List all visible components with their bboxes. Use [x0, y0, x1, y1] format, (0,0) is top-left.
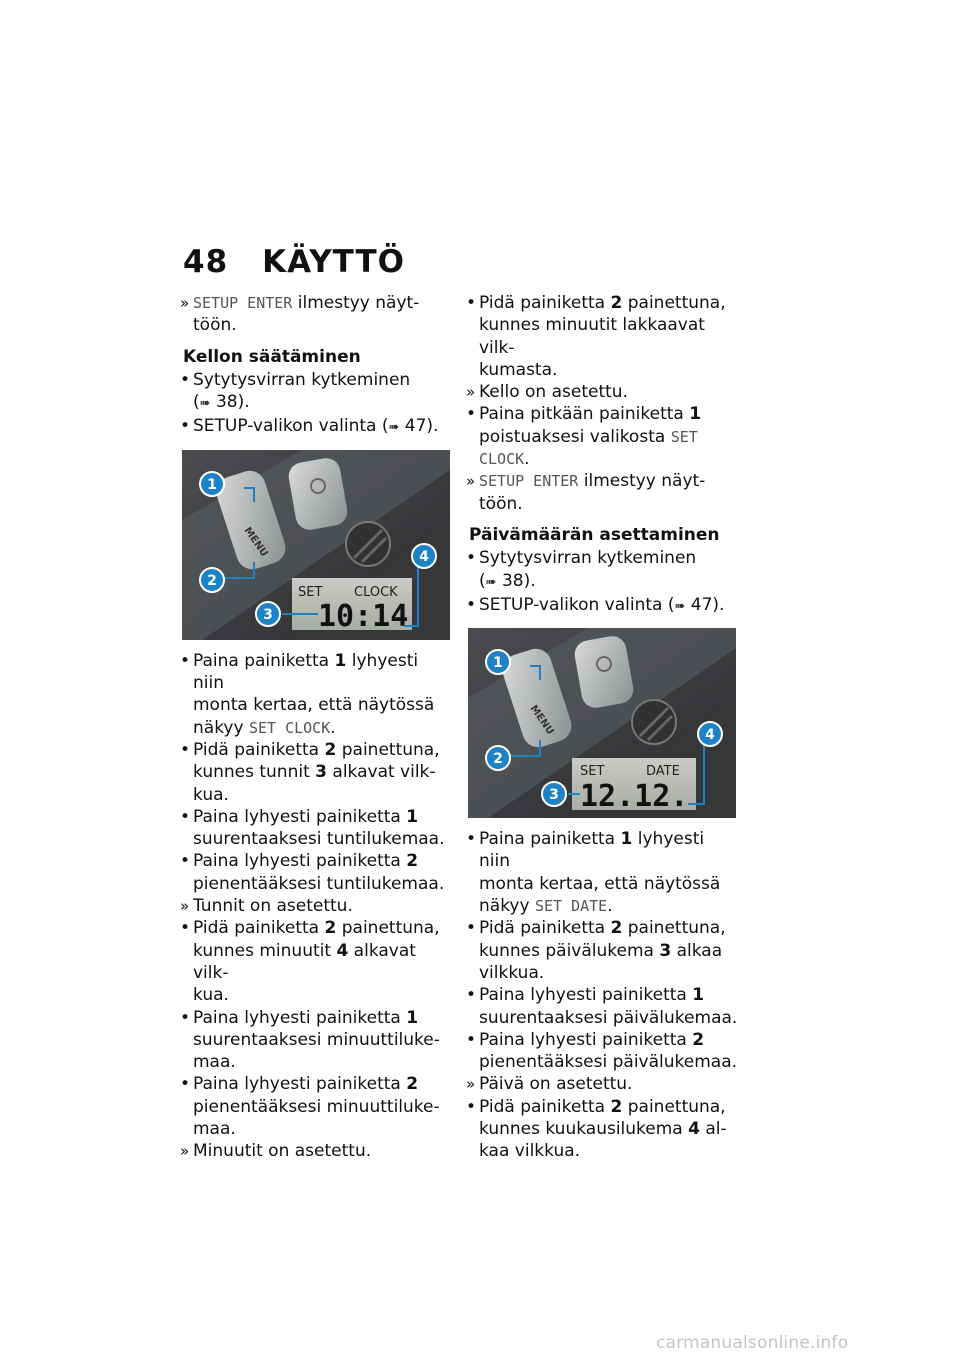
- lcd-mode-label: CLOCK: [354, 584, 398, 600]
- page-reference-arrow-icon: ➠: [485, 574, 497, 590]
- page-header: [183, 244, 405, 280]
- bullet-icon: •: [466, 985, 477, 1006]
- svg-text:4: 4: [419, 548, 429, 565]
- step-item: • Pidä painiketta 2 painettuna, kunnes tunnit 3 alkavat vilk- kua.: [180, 739, 440, 805]
- svg-text:3: 3: [263, 606, 273, 623]
- bullet-icon: •: [180, 650, 191, 671]
- page-reference-arrow-icon: ➠: [388, 420, 400, 436]
- date-setting-photo: [468, 628, 736, 818]
- svg-text:3: 3: [549, 787, 559, 804]
- result-item: » SETUP ENTER ilmestyy näyt- töön.: [180, 293, 420, 336]
- watermark: carmanualsonline.info: [656, 1333, 849, 1353]
- bullet-icon: •: [466, 594, 477, 615]
- bullet-icon: •: [466, 1096, 477, 1117]
- step-item: • Paina lyhyesti painiketta 2 pienentääksesi minuuttiluke- maa.: [180, 1074, 440, 1140]
- result-item: » Minuutit on asetettu.: [180, 1141, 372, 1162]
- callout-4-icon: [412, 544, 436, 568]
- menu-label: MENU: [241, 525, 270, 559]
- page-reference-arrow-icon: ➠: [674, 598, 686, 614]
- bullet-icon: •: [466, 293, 477, 313]
- right-column: [466, 292, 738, 1163]
- page-number: 48: [183, 244, 229, 280]
- step-item: • Pidä painiketta 2 painettuna, kunnes kuukausilukema 4 al- kaa vilkkua.: [466, 1096, 727, 1162]
- result-item: » SETUP ENTER ilmestyy näyt- töön.: [466, 471, 706, 514]
- svg-text:2: 2: [207, 572, 217, 589]
- callout-4-icon: [698, 722, 722, 746]
- step-item: • Paina painiketta 1 lyhyesti niin monta kertaa, että näytössä näkyy SET DATE.: [466, 829, 721, 917]
- bullet-icon: •: [466, 404, 477, 425]
- bullet-icon: •: [180, 806, 191, 827]
- step-item: • SETUP-valikon valinta (➠ 47).: [180, 415, 452, 439]
- result-marker-icon: »: [466, 1075, 476, 1094]
- step-item: • Sytytysvirran kytkeminen (➠ 38).: [180, 369, 452, 416]
- lcd-mode-label: DATE: [646, 764, 680, 780]
- result-marker-icon: »: [466, 383, 476, 402]
- result-item: » Päivä on asetettu.: [466, 1074, 633, 1095]
- step-item: • Paina lyhyesti painiketta 1 suurentaaksesi minuuttiluke- maa.: [180, 1007, 440, 1073]
- bullet-icon: •: [180, 918, 191, 939]
- bullet-icon: •: [180, 1007, 191, 1028]
- step-item: • Paina lyhyesti painiketta 2 pienentääksesi päivälukemaa.: [466, 1029, 738, 1073]
- bullet-icon: •: [466, 1029, 477, 1050]
- svg-text:1: 1: [493, 655, 503, 672]
- bullet-icon: •: [466, 918, 477, 939]
- step-item: • Paina lyhyesti painiketta 1 suurentaaksesi tuntilukemaa.: [180, 806, 445, 850]
- left-column: [180, 292, 452, 1163]
- step-item: • Paina lyhyesti painiketta 2 pienentääksesi tuntilukemaa.: [180, 851, 445, 894]
- bullet-icon: •: [180, 851, 191, 872]
- svg-text:2: 2: [493, 751, 503, 768]
- page-title: KÄYTTÖ: [262, 244, 405, 280]
- step-item: • Paina painiketta 1 lyhyesti niin monta kertaa, että näytössä näkyy SET CLOCK.: [180, 650, 435, 738]
- section-heading: Kellon säätäminen: [183, 346, 361, 367]
- callout-2-icon: [200, 568, 224, 592]
- section-heading: Päivämäärän asettaminen: [469, 524, 720, 545]
- svg-text:1: 1: [207, 476, 217, 493]
- page-reference-arrow-icon: ➠: [199, 396, 211, 412]
- result-marker-icon: »: [466, 472, 476, 491]
- lcd-set-label: SET: [298, 584, 323, 600]
- callout-3-icon: [256, 602, 280, 626]
- step-item: • Paina lyhyesti painiketta 1 suurentaaksesi päivälukemaa.: [466, 985, 738, 1028]
- bullet-icon: •: [180, 739, 191, 760]
- result-item: » Tunnit on asetettu.: [180, 896, 353, 917]
- clock-setting-photo: [182, 450, 450, 640]
- step-item: • SETUP-valikon valinta (➠ 47).: [466, 594, 738, 618]
- lcd-date-readout: 12.12.: [580, 779, 689, 815]
- step-item: • Pidä painiketta 2 painettuna, kunnes minuutit lakkaavat vilk- kumasta.: [466, 293, 726, 380]
- step-item: • Sytytysvirran kytkeminen (➠ 38).: [466, 547, 738, 594]
- result-marker-icon: »: [180, 897, 190, 916]
- bullet-icon: •: [180, 369, 191, 390]
- bullet-icon: •: [466, 548, 477, 569]
- lcd-set-label: SET: [580, 764, 605, 780]
- result-marker-icon: »: [180, 294, 190, 312]
- svg-text:4: 4: [705, 727, 715, 744]
- step-item: • Paina pitkään painiketta 1 poistuaksesi valikosta SET CLOCK.: [466, 404, 702, 470]
- callout-2-icon: [486, 746, 510, 770]
- bullet-icon: •: [180, 416, 191, 437]
- result-item: » Kello on asetettu.: [466, 382, 628, 403]
- lcd-time-readout: 10:14: [318, 598, 409, 634]
- bullet-icon: •: [180, 1074, 191, 1095]
- step-item: • Pidä painiketta 2 painettuna, kunnes päivälukema 3 alkaa vilkkua.: [466, 918, 726, 983]
- result-marker-icon: »: [180, 1142, 190, 1161]
- callout-1-icon: [200, 472, 224, 496]
- callout-1-icon: [486, 650, 510, 674]
- step-item: • Pidä painiketta 2 painettuna, kunnes minuutit 4 alkavat vilk- kua.: [180, 918, 440, 1006]
- menu-label: MENU: [527, 703, 556, 738]
- callout-3-icon: [542, 782, 566, 806]
- bullet-icon: •: [466, 829, 477, 850]
